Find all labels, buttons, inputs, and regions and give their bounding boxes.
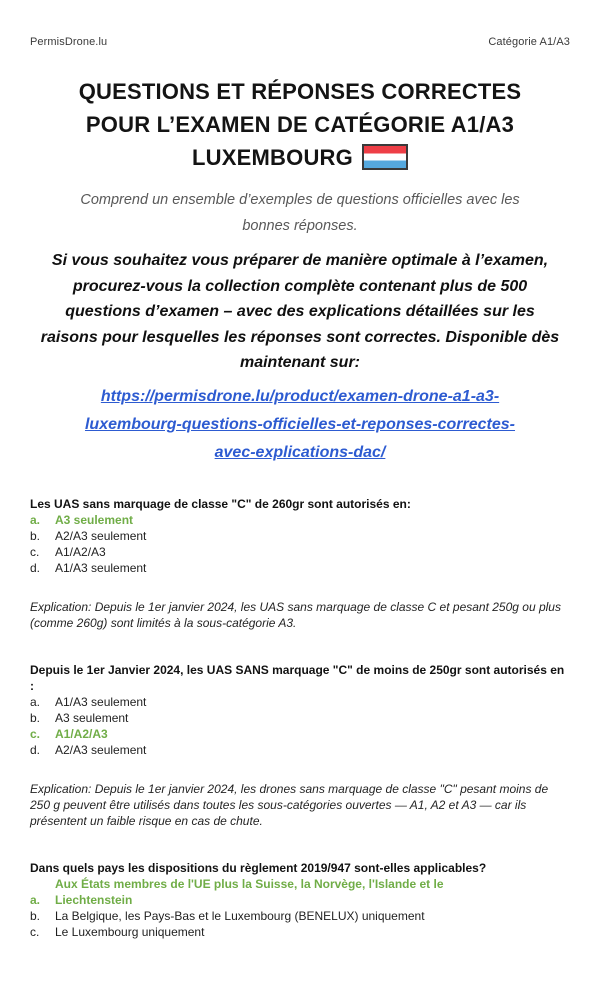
- answer-option: [30, 710, 570, 726]
- answer-option-correct: [30, 512, 570, 528]
- promo-line: questions d’examen – avec des explications détaillées sur les: [65, 303, 535, 320]
- option-marker: c.: [30, 726, 41, 741]
- page-title: [30, 75, 570, 174]
- answer-wrapped-line-correct: Aux États membres de l'UE plus la Suisse, la Norvège, l'Islande et le: [55, 876, 444, 891]
- product-link-line: avec-explications-dac/: [214, 443, 386, 461]
- option-marker: b.: [30, 710, 41, 725]
- questions-section: [30, 496, 570, 940]
- answer-option: [30, 560, 570, 576]
- header-category-label: Catégorie A1/A3: [488, 36, 570, 48]
- title-line-3: [30, 141, 570, 174]
- option-text: A3 seulement: [55, 512, 134, 527]
- luxembourg-flag-icon: [362, 144, 408, 170]
- option-text: A1/A3 seulement: [55, 560, 147, 575]
- title-line-3-text: LUXEMBOURG: [192, 145, 353, 170]
- option-marker: c.: [30, 924, 40, 939]
- document-header: [30, 36, 570, 48]
- option-text: A1/A2/A3: [55, 544, 106, 559]
- option-marker: b.: [30, 908, 41, 923]
- answer-option: [30, 908, 570, 924]
- title-line-1: QUESTIONS ET RÉPONSES CORRECTES: [78, 79, 522, 104]
- option-text: A1/A2/A3: [55, 726, 108, 741]
- question-block-1: [30, 496, 570, 631]
- answer-option: [30, 924, 570, 940]
- option-text: Le Luxembourg uniquement: [55, 924, 205, 939]
- subtitle-line: Comprend un ensemble d’exemples de questions officielles avec les: [80, 192, 520, 208]
- promo-line: maintenant sur:: [239, 354, 360, 371]
- question-block-2: [30, 662, 570, 829]
- option-marker: d.: [30, 560, 41, 575]
- subtitle-line: bonnes réponses.: [242, 218, 358, 234]
- subtitle: [30, 187, 570, 239]
- promo-line: raisons pour lesquelles les réponses sont correctes. Disponible dès: [40, 328, 560, 346]
- answer-option-correct: [30, 726, 570, 742]
- option-marker: a.: [30, 694, 41, 709]
- product-link-line: https://permisdrone.lu/product/examen-drone-a1-a3-: [100, 387, 500, 405]
- option-text: A1/A3 seulement: [55, 694, 147, 709]
- title-line-2: POUR L’EXAMEN DE CATÉGORIE A1/A3: [85, 112, 515, 137]
- answer-option: [30, 544, 570, 560]
- promo-line: Si vous souhaitez vous préparer de manière optimale à l’examen,: [51, 252, 549, 269]
- explanation-text: Explication: Depuis le 1er janvier 2024, les UAS sans marquage de classe C et pesant 250g ou plus (comme 260g) sont limités à la sous-catégorie A3.: [30, 599, 561, 630]
- promo-line: procurez-vous la collection complète contenant plus de 500: [72, 277, 528, 295]
- answer-option: [30, 742, 570, 758]
- answer-option: [30, 694, 570, 710]
- promo-paragraph: [30, 248, 570, 376]
- product-link[interactable]: [30, 383, 570, 467]
- header-site-name: PermisDrone.lu: [30, 36, 108, 48]
- product-link-line: luxembourg-questions-officielles-et-reponses-correctes-: [84, 415, 516, 433]
- question-block-3: [30, 860, 570, 940]
- option-text: A2/A3 seulement: [55, 528, 147, 543]
- question-heading: Depuis le 1er Janvier 2024, les UAS SANS marquage "C" de moins de 250gr sont autorisés en :: [30, 662, 565, 693]
- option-marker: c.: [30, 544, 40, 559]
- option-marker: a.: [30, 892, 41, 907]
- explanation-text: Explication: Depuis le 1er janvier 2024, les drones sans marquage de classe "C" pesant moins de 250 g peuvent être utilisés dans toutes les sous-catégories ouvertes — A1, A2 et A3 — car ils présentent un faible risque en cas de chute.: [30, 781, 549, 828]
- option-text: A2/A3 seulement: [55, 742, 147, 757]
- question-heading: Dans quels pays les dispositions du règlement 2019/947 sont-elles applicables?: [30, 860, 487, 875]
- option-marker: a.: [30, 512, 41, 527]
- option-marker: b.: [30, 528, 41, 543]
- option-marker: d.: [30, 742, 41, 757]
- question-heading: Les UAS sans marquage de classe "C" de 260gr sont autorisés en:: [30, 496, 411, 511]
- option-text: A3 seulement: [55, 710, 129, 725]
- option-text: Liechtenstein: [55, 892, 133, 907]
- answer-option: [30, 528, 570, 544]
- option-text: La Belgique, les Pays-Bas et le Luxembourg (BENELUX) uniquement: [55, 908, 425, 923]
- answer-option-correct: [30, 892, 570, 908]
